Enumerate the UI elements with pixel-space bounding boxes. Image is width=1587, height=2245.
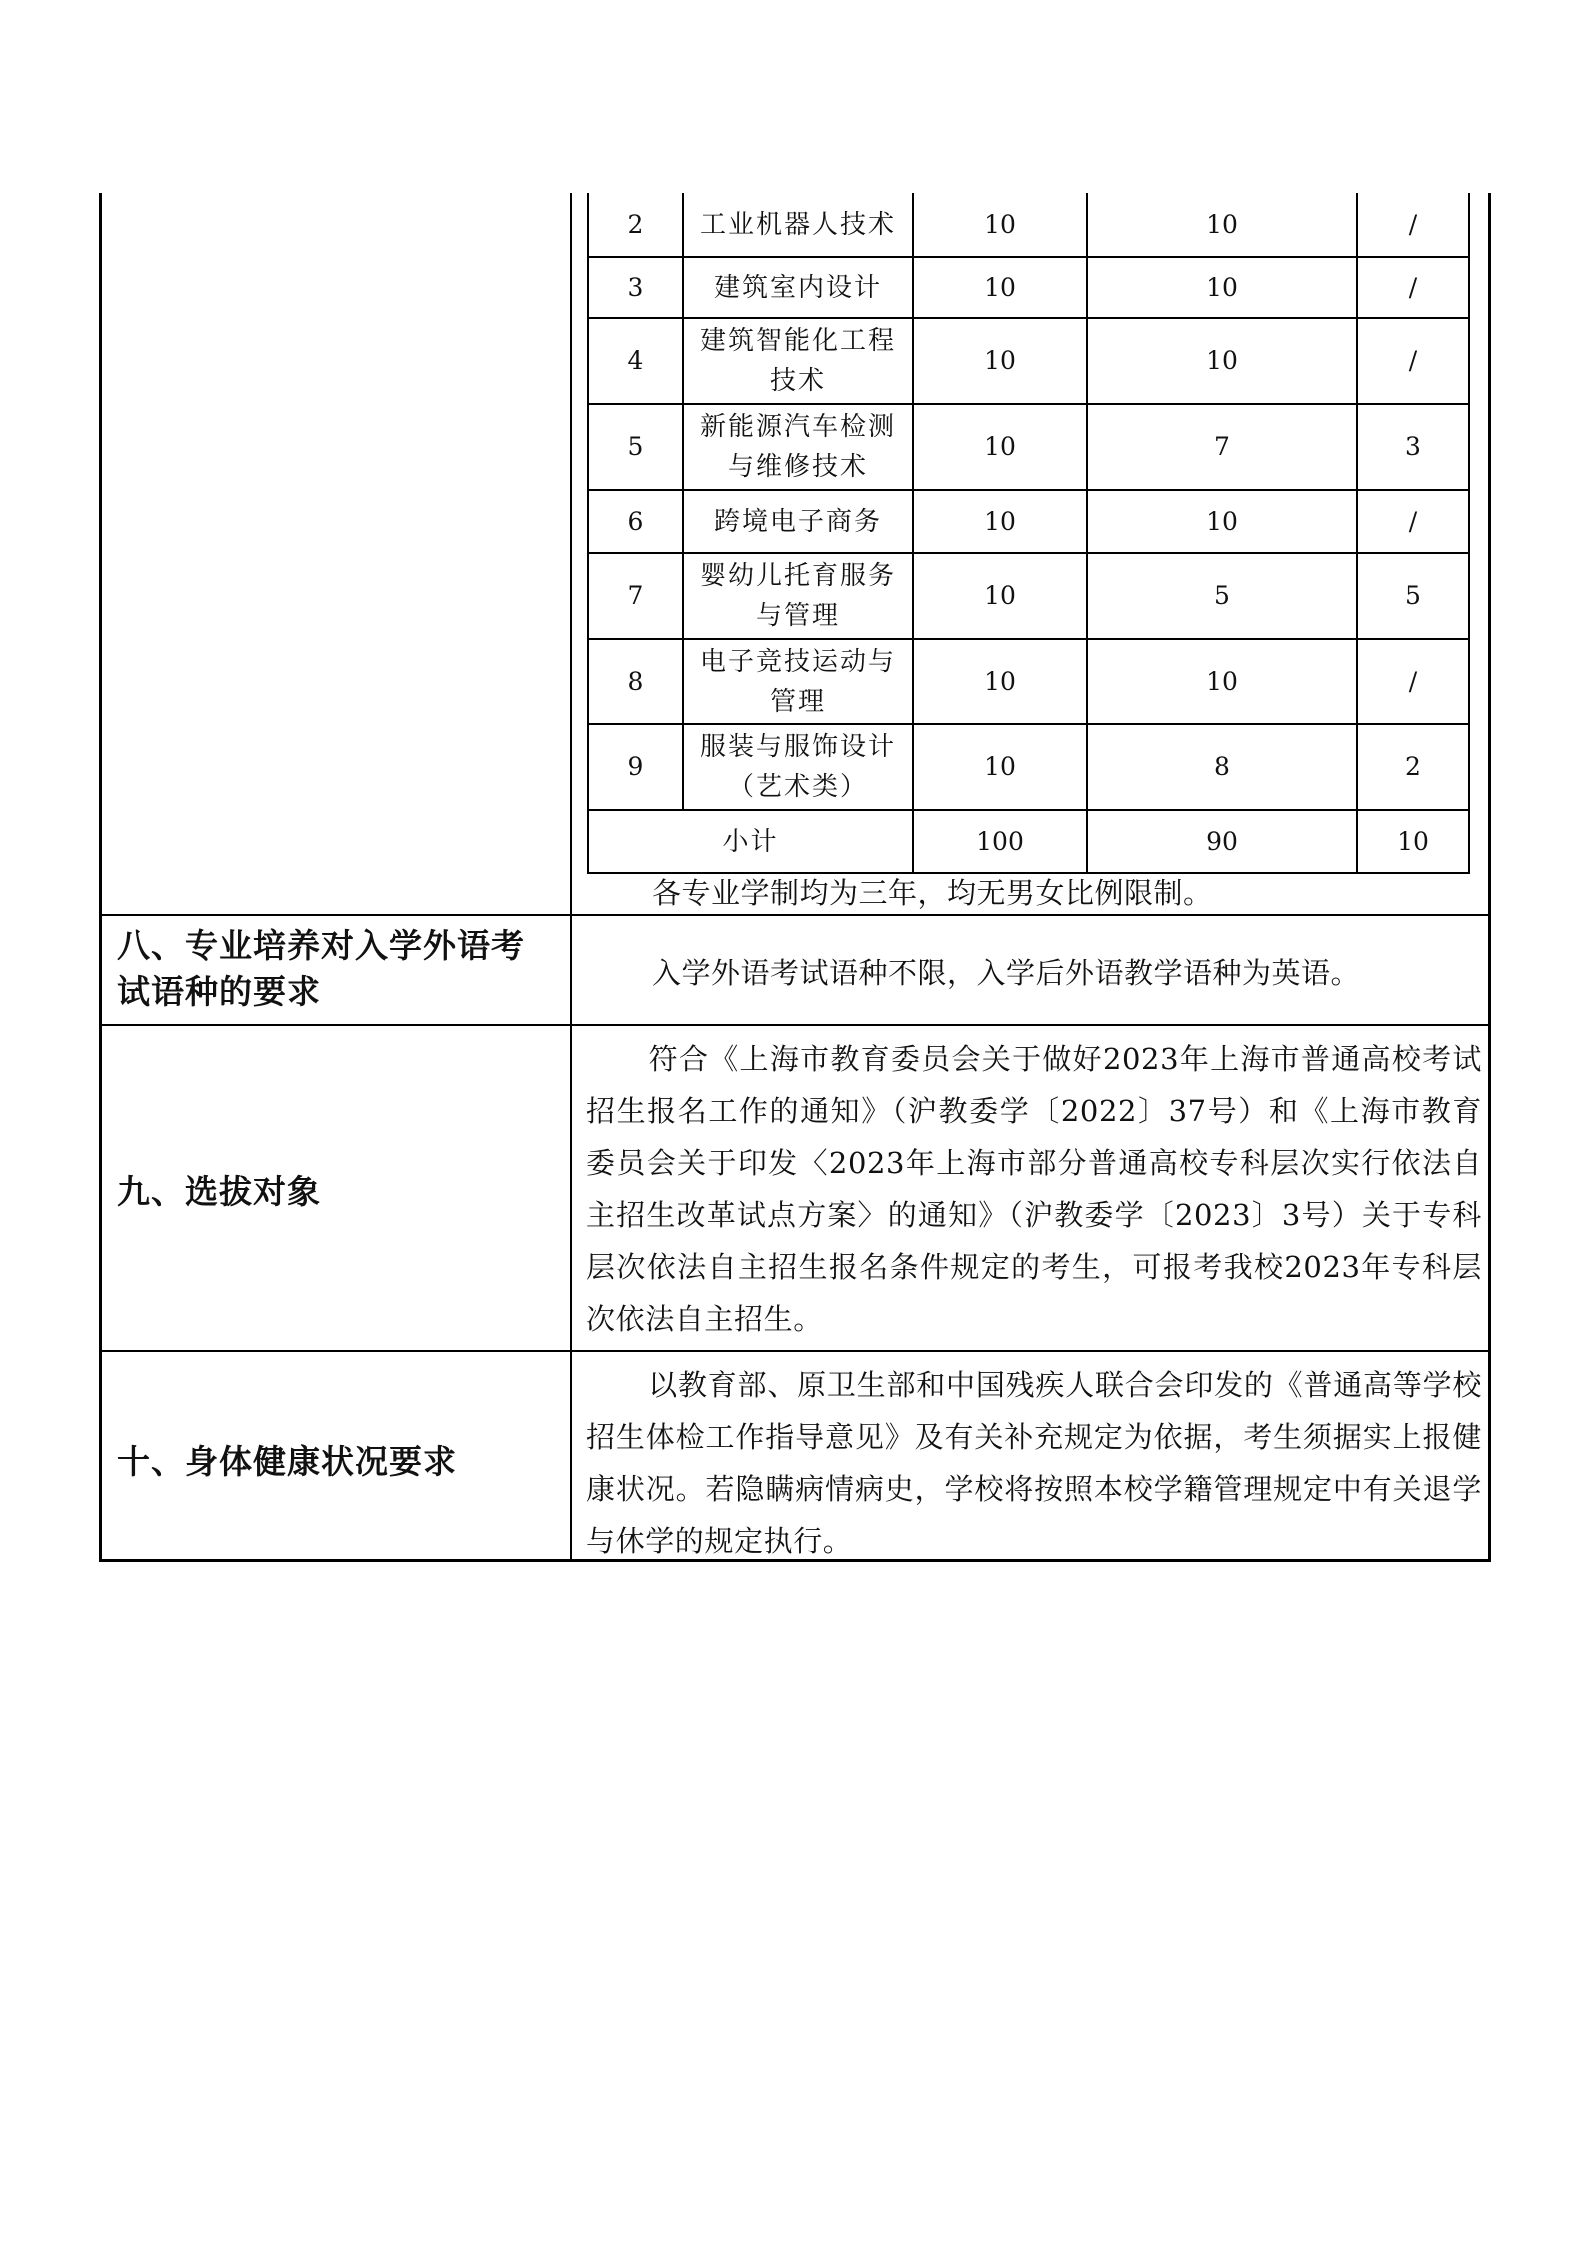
major-quota-a: 10 (1087, 490, 1357, 553)
major-name: 电子竞技运动与管理 (683, 639, 913, 724)
table-row (588, 257, 1469, 318)
left-border (99, 193, 102, 1562)
major-total-quota: 10 (913, 490, 1087, 553)
major-quota-b: 5 (1357, 553, 1469, 639)
table-row (588, 724, 1469, 810)
subtotal-total: 100 (913, 810, 1087, 873)
section10-content (586, 1359, 1482, 1567)
table-row (588, 553, 1469, 639)
major-total-quota: 10 (913, 193, 1087, 257)
major-quota-b: / (1357, 257, 1469, 318)
major-quota-b: 2 (1357, 724, 1469, 810)
table-row (588, 318, 1469, 404)
major-quota-a: 10 (1087, 639, 1357, 724)
section9-text: 符合《上海市教育委员会关于做好2023年上海市普通高校考试招生报名工作的通知》（沪教委学〔2022〕37号）和《上海市教育委员会关于印发〈2023年上海市部分普通高校专科层次实行依法自主招生改革试点方案〉的通知》（沪教委学〔2023〕3号）关于专科层次依法自主招生报名条件规定的考生，可报考我校2023年专科层次依法自主招生。 (586, 1042, 1482, 1336)
section10-label: 十、身体健康状况要求 (117, 1442, 457, 1481)
major-total-quota: 10 (913, 553, 1087, 639)
section10-text: 以教育部、原卫生部和中国残疾人联合会印发的《普通高等学校招生体检工作指导意见》及有关补充规定为依据，考生须据实上报健康状况。若隐瞒病情病史，学校将按照本校学籍管理规定中有关退学与休学的规定执行。 (586, 1368, 1482, 1558)
majors-note: 各专业学制均为三年，均无男女比例限制。 (652, 876, 1213, 910)
major-number: 6 (588, 490, 683, 553)
section9-label: 九、选拔对象 (117, 1172, 321, 1211)
major-number: 4 (588, 318, 683, 404)
major-total-quota: 10 (913, 639, 1087, 724)
major-number: 7 (588, 553, 683, 639)
major-quota-a: 7 (1087, 404, 1357, 490)
row-divider (99, 914, 1491, 916)
major-total-quota: 10 (913, 318, 1087, 404)
table-row (588, 639, 1469, 724)
major-quota-a: 10 (1087, 193, 1357, 257)
subtotal-label: 小计 (588, 810, 913, 873)
table-row (588, 490, 1469, 553)
major-name: 新能源汽车检测与维修技术 (683, 404, 913, 490)
major-name: 跨境电子商务 (683, 490, 913, 553)
major-name: 建筑室内设计 (683, 257, 913, 318)
major-number: 5 (588, 404, 683, 490)
major-quota-a: 10 (1087, 257, 1357, 318)
major-quota-b: / (1357, 193, 1469, 257)
major-number: 3 (588, 257, 683, 318)
row-divider (99, 1024, 1491, 1026)
row-divider (99, 1350, 1491, 1352)
column-divider (570, 193, 572, 1562)
major-name: 工业机器人技术 (683, 193, 913, 257)
major-quota-b: 3 (1357, 404, 1469, 490)
section8-label (117, 923, 557, 1015)
major-total-quota: 10 (913, 404, 1087, 490)
major-name: 服装与服饰设计（艺术类） (683, 724, 913, 810)
major-total-quota: 10 (913, 257, 1087, 318)
major-name: 婴幼儿托育服务与管理 (683, 553, 913, 639)
subtotal-b: 10 (1357, 810, 1469, 873)
major-quota-b: / (1357, 318, 1469, 404)
major-number: 9 (588, 724, 683, 810)
section8-content: 入学外语考试语种不限，入学后外语教学语种为英语。 (652, 956, 1361, 990)
section9-content (586, 1033, 1482, 1345)
major-quota-a: 8 (1087, 724, 1357, 810)
section8-label-text: 八、专业培养对入学外语考试语种的要求 (117, 926, 525, 1011)
major-number: 2 (588, 193, 683, 257)
major-total-quota: 10 (913, 724, 1087, 810)
admissions-table (99, 193, 1491, 1562)
major-quota-b: / (1357, 639, 1469, 724)
major-quota-b: / (1357, 490, 1469, 553)
subtotal-a: 90 (1087, 810, 1357, 873)
majors-quota-table (587, 193, 1468, 869)
subtotal-row (588, 810, 1469, 873)
major-number: 8 (588, 639, 683, 724)
major-name: 建筑智能化工程技术 (683, 318, 913, 404)
right-border (1488, 193, 1491, 1562)
major-quota-a: 5 (1087, 553, 1357, 639)
major-quota-a: 10 (1087, 318, 1357, 404)
table-row (588, 193, 1469, 257)
table-row (588, 404, 1469, 490)
